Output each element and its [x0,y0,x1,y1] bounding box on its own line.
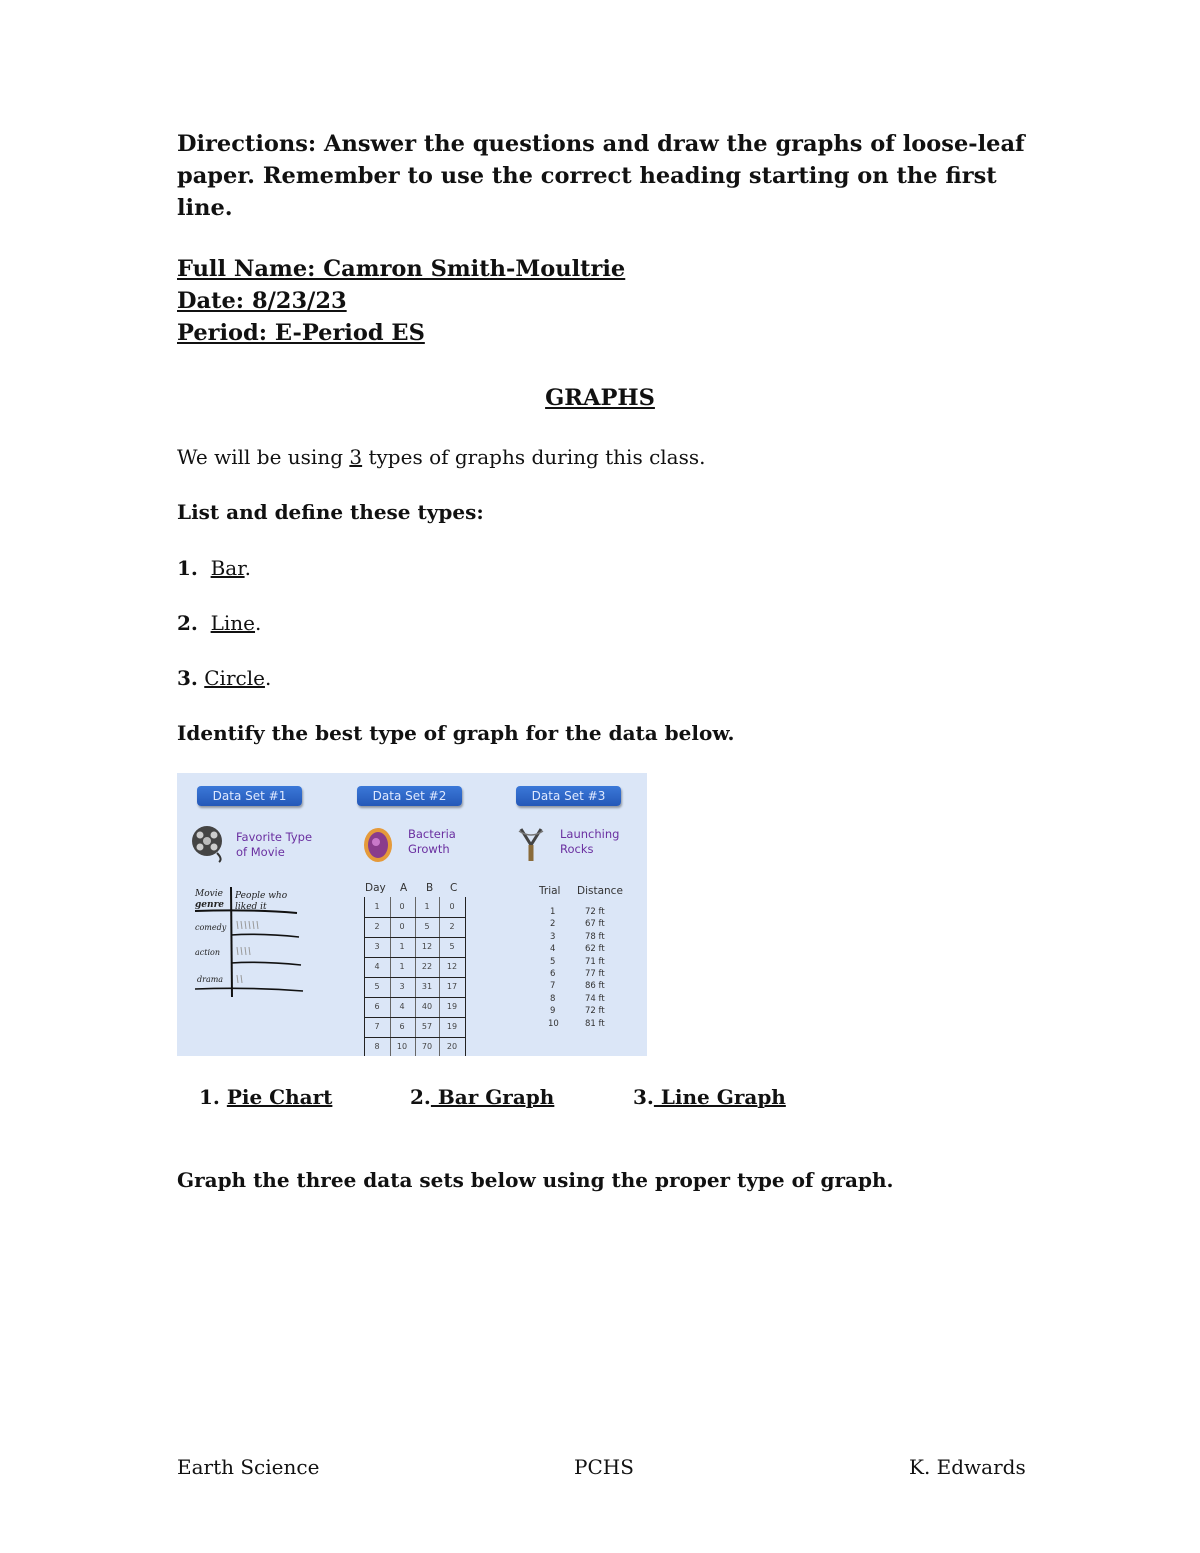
type-number: 2. [177,611,198,635]
type-item-1 [177,556,251,580]
movie-col2-line1: People who [235,891,288,901]
label-line: Growth [408,842,450,856]
intro-before: We will be using [177,445,350,469]
rocks-distance-cell: 72 ft [585,1006,605,1017]
rocks-distance-cell: 81 ft [585,1018,605,1029]
bacteria-cell: 5 [449,942,455,951]
directions-line-1: Directions: Answer the questions and draw the graphs of loose-leaf [177,131,1025,157]
bacteria-grid-row-line [364,1037,466,1038]
data-set-3-button: Data Set #3 [516,786,621,806]
rocks-trial-cell: 10 [548,1018,559,1029]
type-number: 3. [177,666,198,690]
bacteria-cell: 3 [399,982,405,991]
type-item-3 [177,666,271,690]
movie-col1-line2: genre [195,900,225,910]
bacteria-cell: 19 [446,1002,458,1011]
bacteria-cell: 6 [374,1002,380,1011]
movie-row-comedy: comedy [195,923,227,932]
answer-number: 3. [633,1085,654,1109]
rocks-trial-cell: 3 [550,931,556,942]
type-period: . [255,611,262,635]
identify-prompt: Identify the best type of graph for the data below. [177,721,735,745]
bacteria-cell: 0 [449,902,455,911]
date: Date: 8/23/23 [177,288,347,314]
bacteria-cell: 1 [374,902,380,911]
answer-number: 1. [199,1085,220,1109]
bacteria-cell: 20 [446,1042,458,1051]
rocks-distance-cell: 74 ft [585,993,605,1004]
full-name: Full Name: Camron Smith-Moultrie [177,256,626,282]
rocks-distance-cell: 62 ft [585,944,605,955]
bacteria-cell: 7 [374,1022,380,1031]
rocks-header-trial: Trial [539,885,561,897]
rocks-distance-cell: 67 ft [585,919,605,930]
bacteria-cell: 6 [399,1022,405,1031]
bacteria-cell: 3 [374,942,380,951]
bacteria-header-a: A [400,882,408,894]
answer-number: 2. [410,1085,431,1109]
rocks-distance-cell: 78 ft [585,931,605,942]
answer-text: Line Graph [653,1085,786,1109]
data-set-1-label [236,830,312,860]
data-sets-figure [177,773,647,1056]
rocks-trial-cell: 6 [550,969,556,979]
bacteria-cell: 19 [446,1022,458,1031]
footer-right: K. Edwards [909,1455,1026,1479]
rocks-trial-cell: 4 [550,944,556,955]
bacteria-cell: 40 [421,1002,433,1011]
directions [177,128,1037,224]
intro-number: 3 [349,445,363,469]
data-set-1-button: Data Set #1 [197,786,302,806]
bacteria-cell: 0 [399,902,405,911]
rocks-distance-cell: 86 ft [585,981,605,992]
bacteria-icon [361,825,397,865]
label-line: of Movie [236,845,285,859]
bacteria-cell: 12 [421,942,433,951]
answer-1 [199,1085,332,1109]
rocks-trial-cell: 7 [550,981,556,992]
bacteria-grid-row-line [364,977,466,978]
data-set-3-label [560,827,619,857]
label-line: Favorite Type [236,830,313,844]
rocks-trial-cell: 1 [550,907,556,917]
graph-prompt: Graph the three data sets below using the proper type of graph. [177,1168,894,1192]
directions-line-2: paper. Remember to use the correct heading starting on the first [177,163,997,189]
bacteria-header-day: Day [365,882,386,894]
bacteria-cell: 1 [399,942,405,951]
bacteria-cell: 57 [421,1022,433,1031]
bacteria-grid-row-line [364,957,466,958]
bacteria-grid-row-line [364,937,466,938]
bacteria-cell: 1 [424,902,430,911]
bacteria-cell: 12 [446,962,458,971]
bacteria-cell: 31 [421,982,433,991]
page-title: GRAPHS [545,385,655,411]
movie-table-lines [191,885,306,1005]
data-set-2-button: Data Set #2 [357,786,462,806]
label-line: Rocks [560,842,594,856]
bacteria-header-b: B [426,882,434,894]
intro-text [177,445,705,469]
footer-center: PCHS [574,1455,634,1479]
rocks-trial-cell: 9 [550,1006,556,1017]
bacteria-cell: 17 [446,982,458,991]
bacteria-cell: 1 [399,962,405,971]
answer-3 [633,1085,786,1109]
intro-after: types of graphs during this class. [362,445,706,469]
period: Period: E-Period ES [177,320,425,346]
rocks-trial-cell: 8 [550,993,556,1004]
movie-col1-line1: Movie [195,889,223,899]
movie-row-drama: drama [197,975,224,984]
label-line: Launching [560,827,620,841]
type-number: 1. [177,556,198,580]
rocks-distance-cell: 72 ft [585,907,605,917]
bacteria-cell: 4 [399,1002,405,1011]
bacteria-cell: 0 [399,922,405,931]
bacteria-cell: 8 [374,1042,380,1051]
type-period: . [244,556,251,580]
bacteria-grid-row-line [364,997,466,998]
rocks-trial-cell: 5 [550,956,556,967]
bacteria-cell: 70 [421,1042,433,1051]
label-line: Bacteria [408,827,456,841]
type-period: . [264,666,272,690]
type-text: Line [210,611,256,635]
data-set-2-label [408,827,456,857]
bacteria-header-c: C [450,882,458,894]
bacteria-grid-row-line [364,1017,466,1018]
bacteria-grid-row-line [364,917,466,918]
bacteria-cell: 2 [374,922,380,931]
type-item-2 [177,611,261,635]
bacteria-cell: 22 [421,962,433,971]
movie-row-action: action [195,948,220,957]
rocks-distance-cell: 71 ft [585,956,605,967]
bacteria-cell: 4 [374,962,380,971]
bacteria-cell: 2 [449,922,455,931]
bacteria-cell: 10 [396,1042,408,1051]
answer-2 [410,1085,554,1109]
slingshot-icon [515,825,551,865]
rocks-distance-cell: 77 ft [585,969,605,979]
directions-line-3: line. [177,195,233,221]
answer-text: Bar Graph [430,1085,555,1109]
type-text: Circle [204,666,265,690]
rocks-trial-cell: 2 [550,919,556,930]
film-reel-icon [189,823,229,863]
answer-text: Pie Chart [226,1085,333,1109]
bacteria-cell: 5 [374,982,380,991]
footer-left: Earth Science [177,1455,320,1479]
movie-col2-line2: liked it [235,902,267,912]
type-text: Bar [210,556,245,580]
list-prompt: List and define these types: [177,500,484,524]
bacteria-cell: 5 [424,922,430,931]
rocks-header-distance: Distance [577,885,623,897]
